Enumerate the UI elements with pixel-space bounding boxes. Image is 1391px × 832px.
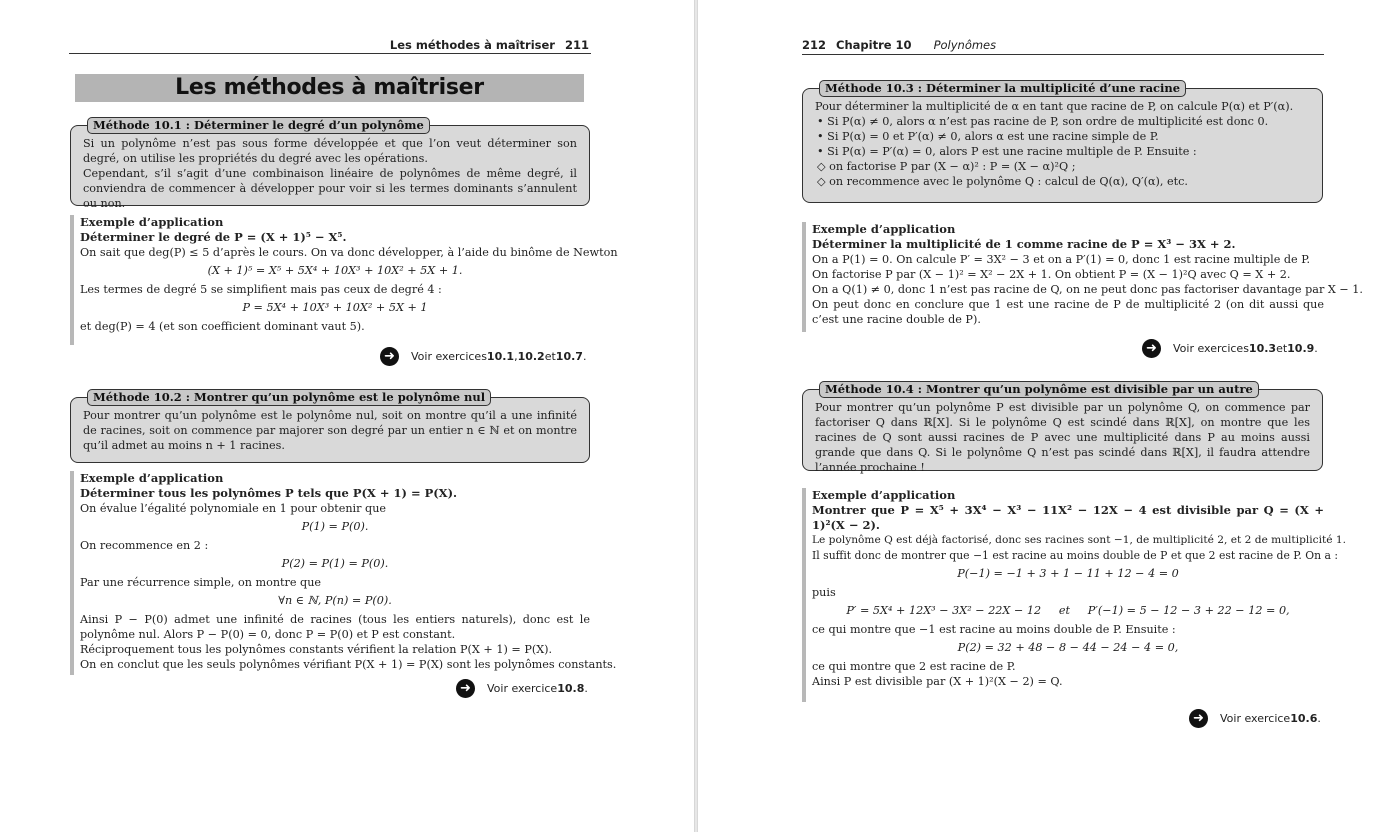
method-box-10-1 bbox=[70, 118, 590, 210]
sub-bullet-item: ◇ on factorise P par (X − α)² : P = (X − α)²Q ; bbox=[817, 160, 1076, 173]
example-text: Réciproquement tous les polynômes constants vérifient la relation P(X + 1) = P(X). bbox=[80, 643, 553, 656]
arrow-right-icon: ➜ bbox=[456, 679, 475, 698]
section-title: Les méthodes à maîtriser bbox=[75, 74, 584, 102]
example-block bbox=[70, 471, 617, 675]
example-heading: Exemple d’application bbox=[80, 215, 224, 229]
example-text: Il suffit donc de montrer que −1 est racine au moins double de P et que 2 est racine de P. On a : bbox=[812, 549, 1338, 562]
example-text: On en conclut que les seuls polynômes vérifiant P(X + 1) = P(X) sont les polynômes constants. bbox=[80, 658, 617, 671]
example-text: ce qui montre que 2 est racine de P. bbox=[812, 660, 1016, 673]
example-text: puis bbox=[812, 586, 836, 599]
method-title: Méthode 10.1 : Déterminer le degré d’un polynôme bbox=[87, 117, 430, 134]
example-text: On factorise P par (X − 1)² = X² − 2X + 1. On obtient P = (X − 1)²Q avec Q = X + 2. bbox=[812, 268, 1291, 281]
example-block bbox=[70, 215, 618, 345]
method-title: Méthode 10.3 : Déterminer la multiplicité d’une racine bbox=[819, 80, 1186, 97]
example-text: Par une récurrence simple, on montre que bbox=[80, 576, 322, 589]
method-text: Cependant, s’il s’agit d’une combinaison linéaire de polynômes de même degré, il conviendra de commencer à développer pour voir si les termes dominants s’annulent ou non. bbox=[83, 167, 577, 210]
example-title: Montrer que P = X⁵ + 3X⁴ − X³ − 11X² − 12X − 4 est divisible par Q = (X + 1)²(X − 2). bbox=[812, 503, 1324, 532]
example-text: Ainsi P est divisible par (X + 1)²(X − 2) = Q. bbox=[812, 675, 1063, 688]
arrow-right-icon: ➜ bbox=[1189, 709, 1208, 728]
formula: P = 5X⁴ + 10X³ + 10X² + 5X + 1 bbox=[242, 301, 428, 314]
see-exercises-link[interactable]: ➜ Voir exercices 10.1 , 10.2 et 10.7 . bbox=[380, 347, 586, 366]
method-box-10-2 bbox=[70, 390, 590, 463]
formula: ∀n ∈ ℕ, P(n) = P(0). bbox=[278, 594, 392, 607]
see-exercises-link[interactable]: ➜ Voir exercice 10.8 . bbox=[456, 679, 588, 698]
example-title: Déterminer tous les polynômes P tels que P(X + 1) = P(X). bbox=[80, 486, 458, 500]
example-text: et deg(P) = 4 (et son coefficient dominant vaut 5). bbox=[80, 320, 365, 333]
see-exercises-link[interactable]: ➜ Voir exercice 10.6 . bbox=[1189, 709, 1321, 728]
example-text: Les termes de degré 5 se simplifient mais pas ceux de degré 4 : bbox=[80, 283, 442, 296]
method-text: Pour montrer qu’un polynôme est le polynôme nul, soit on montre qu’il a une infinité de racines, soit on commence par majorer son degré par un entier n ∈ ℕ et on montre qu’il admet au moins n + 1 racines. bbox=[83, 409, 577, 452]
example-text: On recommence en 2 : bbox=[80, 539, 209, 552]
formula: P(−1) = −1 + 3 + 1 − 11 + 12 − 4 = 0 bbox=[957, 567, 1179, 580]
left-running-header bbox=[69, 38, 591, 54]
example-title: Déterminer le degré de P = (X + 1)⁵ − X⁵. bbox=[80, 230, 347, 244]
example-heading: Exemple d’application bbox=[80, 471, 224, 485]
formula: P′ = 5X⁴ + 12X³ − 3X² − 22X − 12 et P′(−1) = 5 − 12 − 3 + 22 − 12 = 0, bbox=[846, 604, 1290, 617]
example-text: On a Q(1) ≠ 0, donc 1 n’est pas racine de Q, on ne peut donc pas factoriser davantage par X − 1. bbox=[812, 283, 1363, 296]
method-text: Si un polynôme n’est pas sous forme développée et que l’on veut déterminer son degré, on utilise les propriétés du degré avec les opérations. bbox=[83, 137, 577, 165]
see-exercises-link[interactable]: ➜ Voir exercices 10.3 et 10.9 . bbox=[1142, 339, 1318, 358]
example-text: Le polynôme Q est déjà factorisé, donc ses racines sont −1, de multiplicité 2, et 2 de multiplicité 1. bbox=[812, 534, 1346, 546]
example-text: ce qui montre que −1 est racine au moins double de P. Ensuite : bbox=[812, 623, 1176, 636]
example-title: Déterminer la multiplicité de 1 comme racine de P = X³ − 3X + 2. bbox=[812, 237, 1236, 251]
left-header-title: Les méthodes à maîtriser bbox=[389, 38, 555, 52]
example-block bbox=[802, 488, 1346, 702]
example-text: On a P(1) = 0. On calcule P′ = 3X² − 3 et on a P′(1) = 0, donc 1 est racine multiple de P. bbox=[812, 253, 1311, 266]
example-heading: Exemple d’application bbox=[812, 488, 956, 502]
method-text: Pour montrer qu’un polynôme P est divisible par un polynôme Q, on commence par factoriser Q dans ℝ[X]. Si le polynôme Q est scindé dans ℝ[X], on montre que les racines de Q sont aussi racines de P avec une multiplicité dans P au moins aussi grande que dans Q. Si le polynôme Q n’est pas scindé dans ℝ[X], il faudra attendre l’année prochaine ! bbox=[815, 401, 1310, 474]
formula: P(1) = P(0). bbox=[301, 520, 369, 533]
method-text: Pour déterminer la multiplicité de α en tant que racine de P, on calcule P(α) et P′(α). bbox=[815, 100, 1294, 113]
example-text: On peut donc en conclure que 1 est une racine de P de multiplicité 2 (on dit aussi que c’est une racine double de P). bbox=[812, 298, 1324, 326]
method-bullets bbox=[815, 114, 1310, 189]
chapter-name: Polynômes bbox=[933, 38, 997, 52]
right-page bbox=[698, 0, 1391, 832]
left-page-number: 211 bbox=[564, 38, 589, 52]
formula: (X + 1)⁵ = X⁵ + 5X⁴ + 10X³ + 10X² + 5X + 1. bbox=[207, 264, 463, 277]
example-block bbox=[802, 222, 1363, 332]
method-box-10-3 bbox=[802, 81, 1323, 203]
method-title: Méthode 10.2 : Montrer qu’un polynôme est le polynôme nul bbox=[87, 389, 491, 406]
method-box-10-4 bbox=[802, 382, 1323, 474]
method-title: Méthode 10.4 : Montrer qu’un polynôme est divisible par un autre bbox=[819, 381, 1259, 398]
example-text: On sait que deg(P) ≤ 5 d’après le cours. On va donc développer, à l’aide du binôme de Newton bbox=[80, 246, 618, 259]
chapter-label: Chapitre 10 bbox=[836, 38, 912, 52]
left-page bbox=[0, 0, 694, 832]
example-text: On évalue l’égalité polynomiale en 1 pour obtenir que bbox=[80, 502, 387, 515]
formula: P(2) = P(1) = P(0). bbox=[281, 557, 389, 570]
formula: P(2) = 32 + 48 − 8 − 44 − 24 − 4 = 0, bbox=[957, 641, 1179, 654]
example-heading: Exemple d’application bbox=[812, 222, 956, 236]
right-page-number: 212 bbox=[802, 38, 827, 52]
sub-bullet-item: ◇ on recommence avec le polynôme Q : calcul de Q(α), Q′(α), etc. bbox=[817, 175, 1188, 188]
bullet-item: • Si P(α) ≠ 0, alors α n’est pas racine de P, son ordre de multiplicité est donc 0. bbox=[817, 115, 1269, 128]
right-running-header bbox=[802, 38, 1324, 55]
example-text: Ainsi P − P(0) admet une infinité de racines (tous les entiers naturels), donc est le polynôme nul. Alors P − P(0) = 0, donc P = P(0) et P est constant. bbox=[80, 613, 590, 641]
bullet-item: • Si P(α) = P′(α) = 0, alors P est une racine multiple de P. Ensuite : bbox=[817, 145, 1197, 158]
bullet-item: • Si P(α) = 0 et P′(α) ≠ 0, alors α est une racine simple de P. bbox=[817, 130, 1159, 143]
arrow-right-icon: ➜ bbox=[380, 347, 399, 366]
arrow-right-icon: ➜ bbox=[1142, 339, 1161, 358]
